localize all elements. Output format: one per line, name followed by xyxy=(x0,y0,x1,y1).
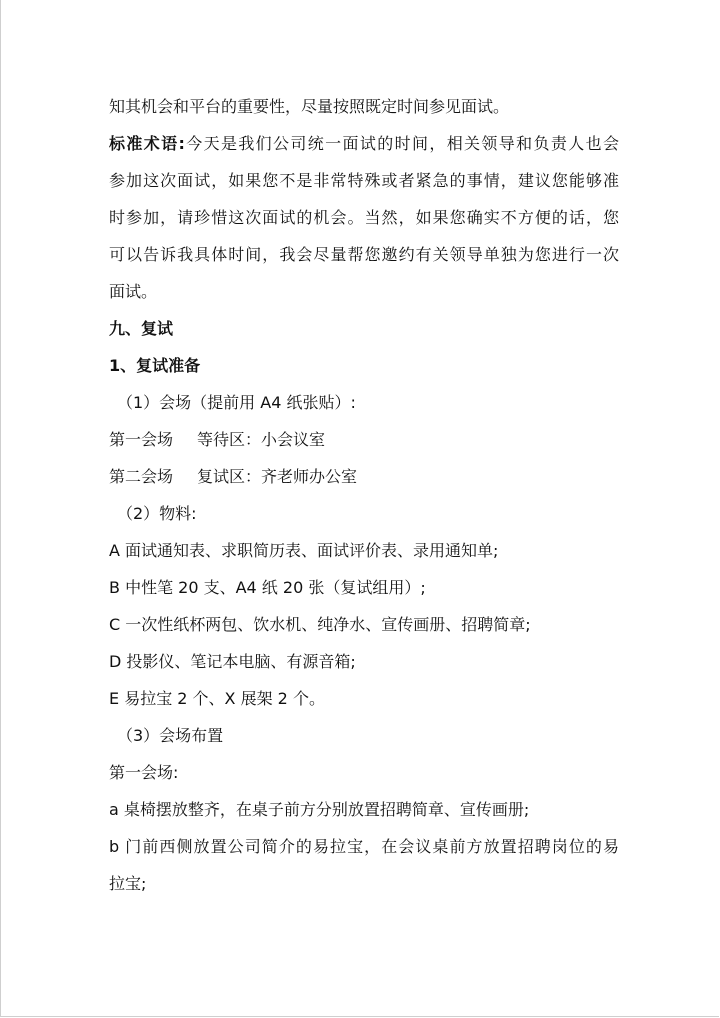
venue-2-name: 第二会场 xyxy=(109,467,174,486)
venue-2-area: 复试区：齐老师办公室 xyxy=(197,467,358,486)
section-heading: 九、复试 xyxy=(109,319,174,338)
material-item-d: D 投影仪、笔记本电脑、有源音箱; xyxy=(109,652,356,671)
layout-item-b-line-2: 拉宝; xyxy=(109,874,147,893)
standard-terms-line-2: 参加这次面试，如果您不是非常特殊或者紧急的事情，建议您能够准 xyxy=(109,171,619,190)
venue-1-layout-label: 第一会场: xyxy=(109,763,179,782)
intro-paragraph-line: 知其机会和平台的重要性，尽量按照既定时间参见面试。 xyxy=(109,97,510,116)
layout-item-a: a 桌椅摆放整齐，在桌子前方分别放置招聘简章、宣传画册; xyxy=(109,800,530,819)
document-body xyxy=(109,88,619,902)
standard-terms-line-4: 可以告诉我具体时间，我会尽量帮您邀约有关领导单独为您进行一次 xyxy=(109,245,619,264)
standard-terms-line-1 xyxy=(109,125,619,162)
material-item-a: A 面试通知表、求职简历表、面试评价表、录用通知单; xyxy=(109,541,499,560)
venue-1-area: 等待区：小会议室 xyxy=(197,430,326,449)
standard-terms-text: 今天是我们公司统一面试的时间，相关领导和负责人也会 xyxy=(184,134,619,153)
materials-heading: （2）物料: xyxy=(117,504,197,523)
venue-1-line xyxy=(109,421,619,458)
material-item-e: E 易拉宝 2 个、X 展架 2 个。 xyxy=(109,689,325,708)
material-item-b: B 中性笔 20 支、A4 纸 20 张（复试组用）; xyxy=(109,578,426,597)
subsection-heading: 1、复试准备 xyxy=(109,356,201,375)
venue-1-name: 第一会场 xyxy=(109,430,174,449)
layout-item-b-line-1: b 门前西侧放置公司简介的易拉宝，在会议桌前方放置招聘岗位的易 xyxy=(109,837,619,856)
standard-terms-line-5: 面试。 xyxy=(109,282,158,301)
material-item-c: C 一次性纸杯两包、饮水机、纯净水、宣传画册、招聘简章; xyxy=(109,615,531,634)
standard-terms-line-3: 时参加，请珍惜这次面试的机会。当然，如果您确实不方便的话，您 xyxy=(109,208,619,227)
standard-terms-label: 标准术语: xyxy=(109,134,185,153)
venue-2-line xyxy=(109,458,619,495)
venue-heading: （1）会场（提前用 A4 纸张贴）: xyxy=(117,393,356,412)
layout-heading: （3）会场布置 xyxy=(117,726,224,745)
